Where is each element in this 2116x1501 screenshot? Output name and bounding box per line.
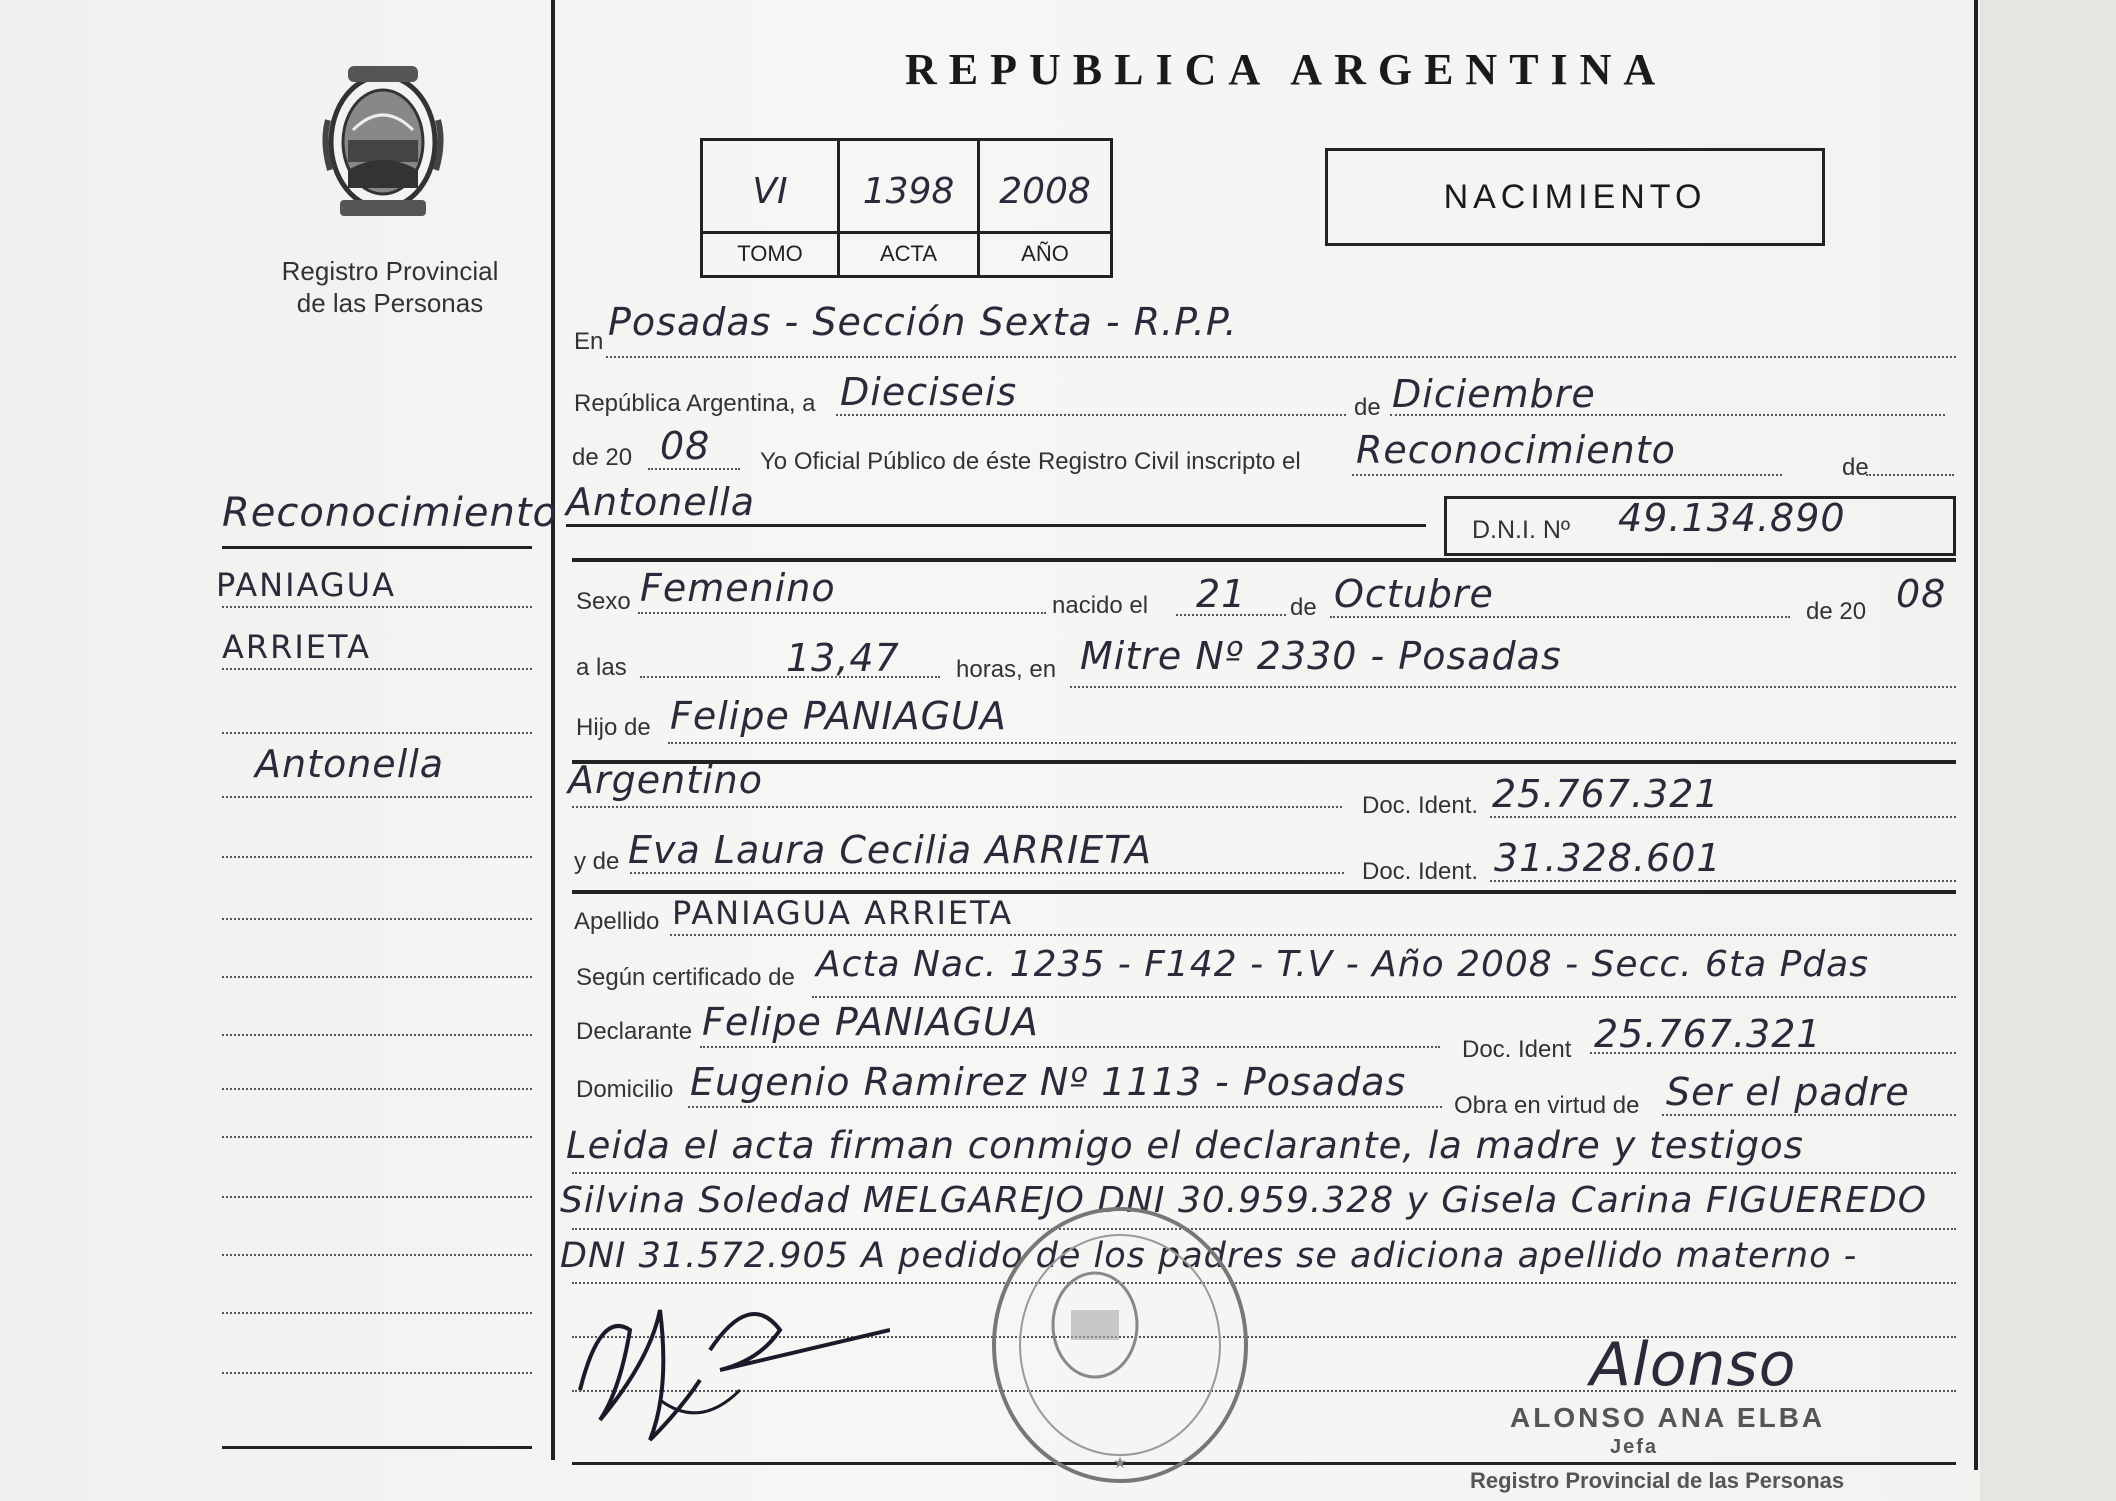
tomo-value: VI xyxy=(752,171,788,212)
left-column-divider xyxy=(551,0,555,1460)
margin-note-surname2: ARRIETA xyxy=(222,628,371,666)
document-title: REPUBLICA ARGENTINA xyxy=(905,45,1668,94)
en-value: Posadas - Sección Sexta - R.P.P. xyxy=(608,300,1238,344)
official-signature: Alonso xyxy=(1590,1330,1797,1400)
father-doc-value: 25.767.321 xyxy=(1492,772,1720,816)
doc-ident-label: Doc. Ident. xyxy=(1362,792,1479,819)
a-las-label: a las xyxy=(576,654,627,681)
hour-value: 13,47 xyxy=(786,636,900,680)
birth-day-value: 21 xyxy=(1196,572,1247,616)
acta-cell xyxy=(840,141,980,275)
acta-value: 1398 xyxy=(862,171,955,212)
observations-line-2: Silvina Soledad MELGAREJO DNI 30.959.328 y Gisela Carina FIGUEREDO xyxy=(560,1180,1928,1221)
republica-label: República Argentina, a xyxy=(574,390,816,417)
sexo-value: Femenino xyxy=(640,566,836,610)
month-line xyxy=(1390,414,1945,416)
cell-divider xyxy=(840,231,977,234)
tomo-cell xyxy=(703,141,840,275)
horas-label: horas, en xyxy=(956,656,1057,683)
inscripto-line xyxy=(1352,474,1782,476)
registry-name xyxy=(240,255,540,319)
margin-dotted-line xyxy=(222,1312,532,1314)
margin-dotted-line xyxy=(222,668,532,670)
name-line xyxy=(566,524,1426,527)
month-value: Diciembre xyxy=(1392,372,1596,416)
obra-value: Ser el padre xyxy=(1666,1070,1910,1114)
year-line xyxy=(648,468,740,470)
margin-note-given-name: Antonella xyxy=(255,742,445,786)
anio-value: 2008 xyxy=(999,171,1091,212)
margin-dotted-line xyxy=(222,1034,532,1036)
declarante-doc-line xyxy=(1590,1052,1956,1054)
segun-label: Según certificado de xyxy=(576,964,795,991)
acta-label: ACTA xyxy=(879,241,938,266)
margin-note-reconocimiento: Reconocimiento xyxy=(222,490,558,536)
margin-dotted-line xyxy=(222,732,532,734)
observations-rule-2 xyxy=(572,1228,1956,1230)
domicilio-line xyxy=(688,1106,1442,1108)
margin-dotted-line xyxy=(222,976,532,978)
segun-line xyxy=(812,996,1956,998)
father-value: Felipe PANIAGUA xyxy=(670,694,1007,738)
margin-dotted-line xyxy=(222,1088,532,1090)
father-nationality-value: Argentino xyxy=(568,758,763,802)
margin-dotted-line xyxy=(222,1254,532,1256)
margin-dotted-line xyxy=(222,856,532,858)
sexo-line xyxy=(638,612,1046,614)
dni-label: D.N.I. Nº xyxy=(1472,516,1571,544)
registry-name-line2: de las Personas xyxy=(296,288,484,318)
birth-month-value: Octubre xyxy=(1334,572,1494,616)
apellido-label: Apellido xyxy=(574,908,660,935)
place-line xyxy=(1070,686,1956,688)
margin-bottom-line xyxy=(222,1446,532,1449)
father-nationality-line xyxy=(572,806,1342,808)
birth-year-value: 08 xyxy=(1896,572,1947,616)
cell-divider xyxy=(980,231,1110,234)
de-label-2: de xyxy=(1842,454,1869,481)
declarant-signature xyxy=(560,1270,890,1475)
official-stamp xyxy=(985,1200,1255,1490)
margin-dotted-line xyxy=(222,796,532,798)
father-doc-line xyxy=(1490,816,1956,818)
doc-ident-label-2: Doc. Ident. xyxy=(1362,858,1479,885)
apellido-value: PANIAGUA ARRIETA xyxy=(672,894,1014,932)
declarante-label: Declarante xyxy=(576,1018,693,1045)
apellido-line xyxy=(670,934,1956,936)
birth-day-line xyxy=(1176,614,1286,616)
obra-label: Obra en virtud de xyxy=(1454,1092,1640,1119)
sexo-label: Sexo xyxy=(576,588,631,615)
y-de-label: y de xyxy=(574,848,620,875)
margin-dotted-line xyxy=(222,1196,532,1198)
margin-dotted-line xyxy=(222,1372,532,1374)
inscripto-value: Reconocimiento xyxy=(1356,428,1676,472)
footer-institution: Registro Provincial de las Personas xyxy=(1470,1468,1845,1493)
margin-dotted-line xyxy=(222,606,532,608)
svg-text:★: ★ xyxy=(1112,1455,1128,1472)
nacido-label: nacido el xyxy=(1052,592,1149,619)
domicilio-value: Eugenio Ramirez Nº 1113 - Posadas xyxy=(690,1060,1407,1104)
declarante-value: Felipe PANIAGUA xyxy=(702,1000,1039,1044)
de-label: de xyxy=(1354,394,1381,421)
en-line xyxy=(606,356,1956,358)
observations-rule-1 xyxy=(572,1172,1956,1174)
section-rule xyxy=(572,760,1956,764)
anio-cell xyxy=(980,141,1110,275)
registry-name-line1: Registro Provincial xyxy=(281,256,499,286)
declarante-line xyxy=(700,1046,1440,1048)
mother-doc-line xyxy=(1490,880,1956,882)
obra-line xyxy=(1662,1114,1956,1116)
observations-line-3: DNI 31.572.905 A pedido de los padres se adiciona apellido materno - xyxy=(560,1236,1858,1276)
day-line xyxy=(836,414,1346,416)
section-rule xyxy=(572,558,1956,562)
doc-ident-label-3: Doc. Ident xyxy=(1462,1036,1572,1063)
year-suffix-value: 08 xyxy=(660,424,711,468)
mother-line xyxy=(630,872,1344,874)
margin-dotted-line xyxy=(222,1136,532,1138)
margin-note-surname1: PANIAGUA xyxy=(216,566,396,604)
anio-label: AÑO xyxy=(1021,241,1069,266)
record-box xyxy=(700,138,1113,278)
page-edge xyxy=(1980,0,2116,1501)
hijo-label: Hijo de xyxy=(576,714,651,741)
observations-line-1: Leida el acta firman conmigo el declarante, la madre y testigos xyxy=(566,1124,1804,1167)
de-label-3: de xyxy=(1290,594,1317,621)
misiones-seal-emblem xyxy=(318,60,448,222)
cell-divider xyxy=(703,231,837,234)
de-20-label: de 20 xyxy=(1806,598,1867,625)
en-label: En xyxy=(574,328,604,355)
de-line xyxy=(1866,474,1954,476)
official-title: Jefa xyxy=(1610,1436,1659,1458)
tomo-label: TOMO xyxy=(737,241,803,266)
hour-line xyxy=(640,676,940,678)
right-border xyxy=(1974,0,1978,1470)
birth-month-line xyxy=(1330,616,1790,618)
official-name: ALONSO ANA ELBA xyxy=(1510,1402,1826,1433)
day-value: Dieciseis xyxy=(840,370,1018,414)
declarante-doc-value: 25.767.321 xyxy=(1594,1012,1822,1056)
mother-doc-value: 31.328.601 xyxy=(1494,836,1722,880)
place-value: Mitre Nº 2330 - Posadas xyxy=(1080,634,1562,678)
segun-value: Acta Nac. 1235 - F142 - T.V - Año 2008 - Secc. 6ta Pdas xyxy=(816,944,1869,985)
act-type-box: NACIMIENTO xyxy=(1325,148,1825,246)
margin-underline xyxy=(222,546,532,549)
name-value: Antonella xyxy=(566,480,756,524)
mother-value: Eva Laura Cecilia ARRIETA xyxy=(628,828,1152,872)
oficial-label: Yo Oficial Público de éste Registro Civil inscripto el xyxy=(760,448,1301,475)
year-prefix-label: de 20 xyxy=(572,444,633,471)
dni-value: 49.134.890 xyxy=(1618,496,1846,540)
domicilio-label: Domicilio xyxy=(576,1076,674,1103)
margin-dotted-line xyxy=(222,918,532,920)
father-line xyxy=(668,742,1956,744)
